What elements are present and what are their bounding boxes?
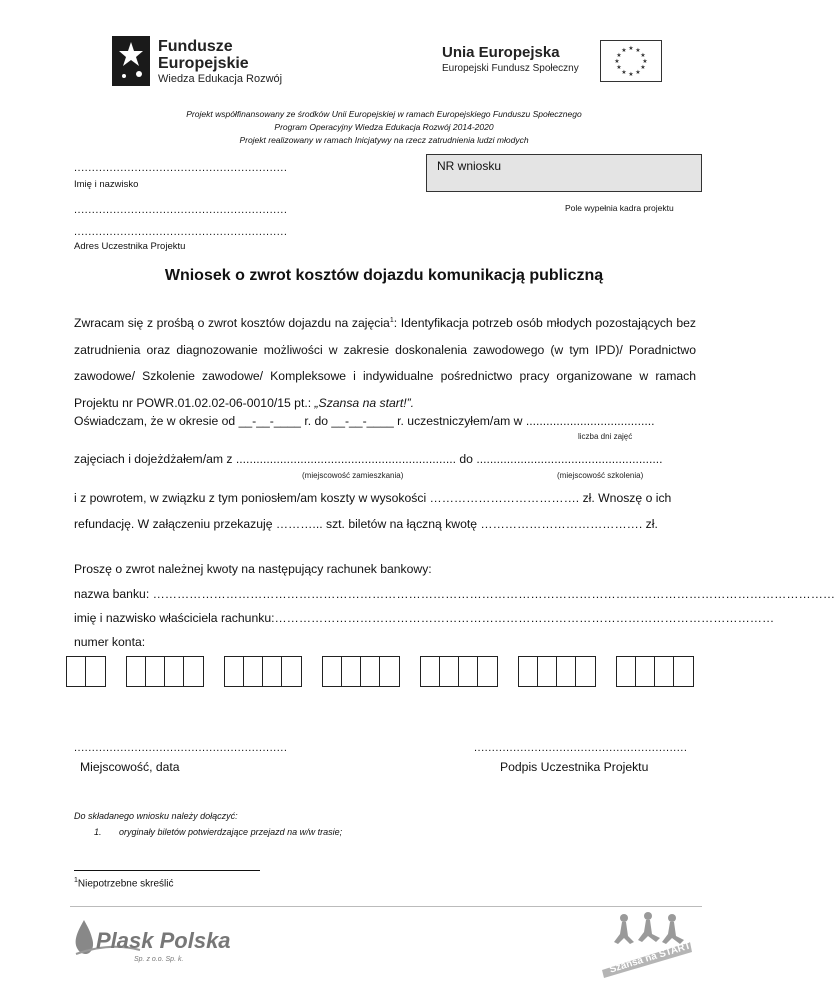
account-group[interactable]: [518, 656, 596, 687]
svg-text:★: ★: [640, 64, 646, 71]
account-digit-box[interactable]: [184, 657, 203, 686]
nr-label: NR wniosku: [437, 159, 502, 173]
eu-flag-icon: [600, 40, 662, 82]
account-digit-box[interactable]: [459, 657, 478, 686]
svg-text:★: ★: [616, 64, 622, 71]
account-number-boxes[interactable]: [66, 656, 694, 687]
svg-text:★: ★: [642, 58, 648, 65]
account-group[interactable]: [420, 656, 498, 687]
account-digit-box[interactable]: [361, 657, 380, 686]
svg-text:★: ★: [614, 58, 620, 65]
account-group[interactable]: [322, 656, 400, 687]
cost-line-2[interactable]: refundację. W załączeniu przekazuję ………... szt. biletów na łączną kwotę …………………………………. zł.: [74, 517, 658, 531]
eu-line2: Europejski Fundusz Społeczny: [442, 63, 579, 74]
address-label: Adres Uczestnika Projektu: [74, 241, 186, 252]
svg-text:★: ★: [640, 52, 646, 59]
account-digit-box[interactable]: [617, 657, 636, 686]
school-label: (miejscowość szkolenia): [557, 471, 644, 480]
szansa-text: Szansa na START!: [608, 939, 696, 976]
svg-text:★: ★: [628, 45, 634, 52]
svg-text:★: ★: [635, 69, 641, 76]
svg-text:★: ★: [628, 71, 634, 78]
document-title: Wniosek o zwrot kosztów dojazdu komunikacją publiczną: [164, 267, 604, 284]
account-digit-box[interactable]: [127, 657, 146, 686]
attachment-item: oryginały biletów potwierdzające przejazd na w/w trasie;: [119, 827, 343, 837]
account-digit-box[interactable]: [655, 657, 674, 686]
intro-line-3: Projekt realizowany w ramach Inicjatywy na rzecz zatrudnienia ludzi młodych: [239, 135, 529, 145]
footnote-text: Niepotrzebne skreślić: [77, 878, 174, 890]
staff-note: Pole wypełnia kadra projektu: [565, 203, 674, 213]
account-group[interactable]: [126, 656, 204, 687]
p1-quote: „Szansa na start!”.: [314, 395, 415, 410]
signature-label: Podpis Uczestnika Projektu: [500, 760, 649, 774]
intro-line-2: Program Operacyjny Wiedza Edukacja Rozwój 2014-2020: [274, 122, 494, 132]
footer-separator: [70, 906, 702, 907]
footnote-num: 1: [74, 877, 78, 884]
address-field-2[interactable]: ............................................................: [74, 226, 288, 238]
request-paragraph: [74, 308, 696, 416]
application-number-box: [426, 154, 702, 192]
account-digit-box[interactable]: [576, 657, 595, 686]
fe-line2: Europejskie: [158, 55, 249, 72]
svg-text:★: ★: [635, 47, 641, 54]
account-digit-box[interactable]: [342, 657, 361, 686]
plask-text: Plask Polska: [96, 928, 231, 953]
fe-line1: Fundusze: [158, 38, 233, 55]
footnote: [74, 877, 174, 889]
fe-star-icon: [112, 36, 150, 86]
account-group[interactable]: [224, 656, 302, 687]
intro-line-1: Projekt współfinansowany ze środków Unii Europejskiej w ramach Europejskiego Funduszu Społecznego: [186, 109, 582, 119]
account-group[interactable]: [66, 656, 106, 687]
eu-line1: Unia Europejska: [442, 44, 560, 61]
account-digit-box[interactable]: [282, 657, 301, 686]
fundusze-europejskie-logo: [112, 36, 312, 90]
account-group[interactable]: [616, 656, 694, 687]
project-intro: [0, 108, 768, 147]
name-label: Imię i nazwisko: [74, 179, 139, 190]
p1-a: Zwracam się z prośbą o zwrot kosztów dojazdu na zajęcia: [74, 316, 390, 331]
cost-line-1[interactable]: i z powrotem, w związku z tym poniosłem/am koszty w wysokości ………………………………. zł. Wnoszę o ich: [74, 491, 672, 505]
account-digit-box[interactable]: [244, 657, 263, 686]
declaration-line[interactable]: Oświadczam, że w okresie od __-__-____ r. do __-__-____ r. uczestniczyłem/am w ......................................: [74, 414, 655, 428]
account-digit-box[interactable]: [146, 657, 165, 686]
footnote-separator: [74, 870, 260, 871]
days-label: liczba dni zajęć: [578, 432, 633, 441]
account-digit-box[interactable]: [263, 657, 282, 686]
p1-sup: 1: [389, 317, 394, 324]
account-digit-box[interactable]: [519, 657, 538, 686]
home-label: (miejscowość zamieszkania): [302, 471, 404, 480]
plask-polska-logo: [70, 914, 231, 974]
eu-logo: [442, 40, 662, 86]
account-digit-box[interactable]: [67, 657, 86, 686]
svg-text:★: ★: [621, 47, 627, 54]
address-field-1[interactable]: ............................................................: [74, 204, 288, 216]
p1-b: : Identyfikacja potrzeb osób młodych pozostających bez zatrudnienia oraz diagnozowanie możliwości w zakresie doskonalenia zawodowego (w tym IPD)/ Poradnictwo zawodowe/ Szkolenie zawodowe/ Kompleksowe i indywidualne pośrednictwo pracy organizowane w ramach Projektu nr POWR.01.02.02-06-0010/15 pt.:: [74, 316, 696, 410]
place-date-field[interactable]: ............................................................: [74, 742, 288, 754]
svg-text:★: ★: [621, 69, 627, 76]
account-digit-box[interactable]: [674, 657, 693, 686]
account-digit-box[interactable]: [225, 657, 244, 686]
account-number-label: numer konta:: [74, 635, 146, 649]
name-field[interactable]: ............................................................: [74, 162, 288, 174]
account-digit-box[interactable]: [636, 657, 655, 686]
plask-sub: Sp. z o.o. Sp. k.: [134, 956, 184, 963]
attachments-heading: Do składanego wniosku należy dołączyć:: [74, 811, 238, 821]
fe-line3: Wiedza Edukacja Rozwój: [158, 73, 283, 85]
account-digit-box[interactable]: [421, 657, 440, 686]
account-digit-box[interactable]: [557, 657, 576, 686]
szansa-na-start-logo: [598, 912, 694, 978]
account-digit-box[interactable]: [86, 657, 105, 686]
attachment-item-number: 1.: [94, 827, 102, 837]
bank-name-field[interactable]: nazwa banku: ……………………………………………………………………………………………………………………………………………………: [74, 587, 835, 601]
account-digit-box[interactable]: [478, 657, 497, 686]
account-digit-box[interactable]: [538, 657, 557, 686]
account-owner-field[interactable]: imię i nazwisko właściciela rachunku:……………………………………………………………………………………………………………: [74, 611, 775, 625]
account-digit-box[interactable]: [440, 657, 459, 686]
account-digit-box[interactable]: [165, 657, 184, 686]
bank-request: Proszę o zwrot należnej kwoty na następujący rachunek bankowy:: [74, 562, 432, 576]
signature-field[interactable]: ............................................................: [474, 742, 688, 754]
account-digit-box[interactable]: [380, 657, 399, 686]
commute-line[interactable]: zajęciach i dojeżdżałem/am z ................................................................. do .......................................................: [74, 452, 663, 466]
svg-text:★: ★: [616, 52, 622, 59]
account-digit-box[interactable]: [323, 657, 342, 686]
place-date-label: Miejscowość, data: [80, 760, 180, 774]
